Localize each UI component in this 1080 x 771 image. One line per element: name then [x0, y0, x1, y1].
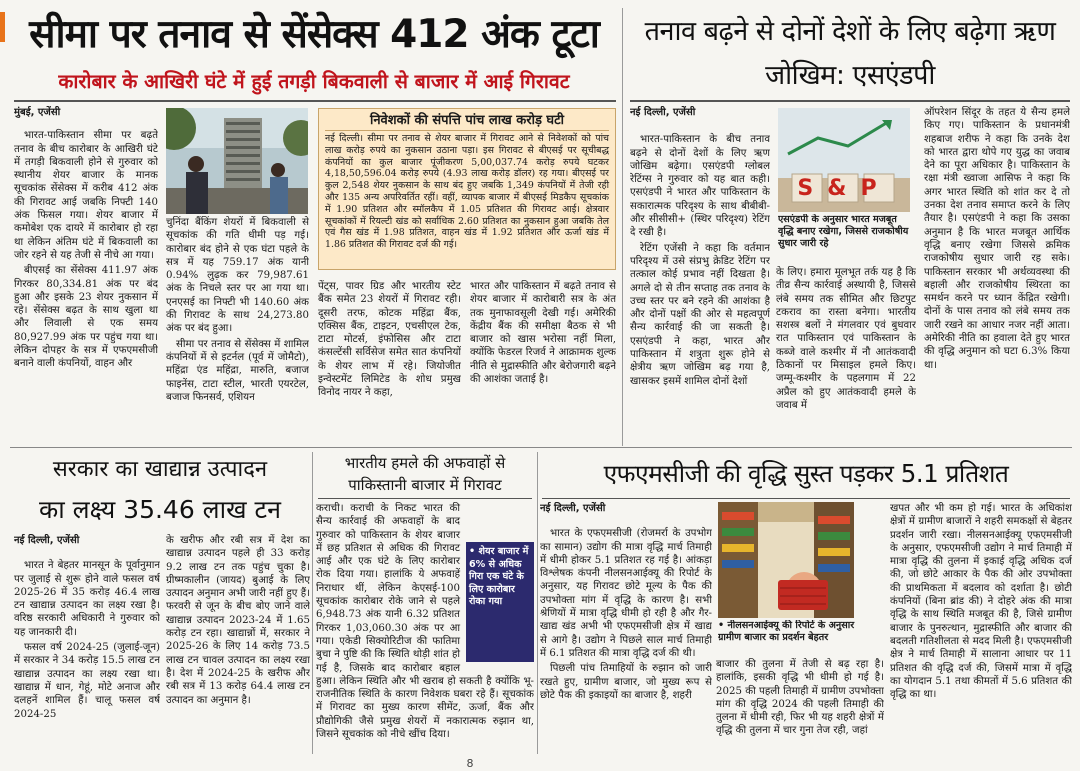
story1-column-4	[470, 280, 616, 444]
lower-divider-1	[312, 452, 313, 754]
investor-wealth-box	[318, 108, 616, 270]
story3-headline-line2: का लक्ष्य 35.46 लाख टन	[39, 495, 281, 524]
story1-column-2	[166, 216, 309, 444]
story1-para-3: चुनिंदा बैंकिंग शेयरों में बिकवाली से सूचकांक की गति धीमी पड़ गई। कारोबार बंद होने से एक घंटा पहले के सत्र में यह 759.17 अंक यानी 0.94% लुढ़क कर 79,987.61 अंक के निचले स्तर पर आ गया था। एनएसई का निफ्टी भी 140.60 अंक की गिरावट के साथ 24,273.80 अंक पर बंद हुआ।	[166, 217, 309, 335]
story5-para-3: बाजार की तुलना में तेजी से बढ़ रहा है। हालांकि, इसकी वृद्धि भी धीमी हो गई है। 2025 की पहली तिमाही में ग्रामीण उपभोक्ता मांग की वृद्धि 2024 की पहली तिमाही की तुलना में धीमी रही, फिर भी यह शहरी क्षेत्रों में वृद्धि की तुलना में चार गुना तेज रही, जहां	[716, 659, 884, 737]
story5-para-1: भारत के एफएमसीजी (रोजमर्रा के उपभोग का सामान) उद्योग की मात्रा वृद्धि मार्च तिमाही में धीमी होकर 5.1 प्रतिशत रह गई है। आंकड़ा विश्लेषक कंपनी नीलसनआईक्यू की रिपोर्ट के अनुसार, यह गिरावट छोटे मूल्य के पैक की उपभोक्ता मांग में वृद्धि के कारण है। सभी श्रेणियों में मात्रा वृद्धि धीमी हो रही है और गैर-खाद्य खंड अभी भी एफएमसीजी क्षेत्र में खाद्य से आगे है। उद्योग ने पिछले साल मार्च तिमाही में 6.1 प्रतिशत की मात्रा वृद्धि दर्ज की थी।	[540, 528, 712, 659]
story3-column-2	[166, 534, 310, 754]
story4-para-1: कराची। कराची के निकट भारत की सैन्य कार्रवाई की अफवाहों के बाद गुरुवार को पाकिस्तान के शेयर बाजार में छह प्रतिशत से अधिक की गिरावट आई और एक घंटे के लिए कारोबार रोक दिया गया। हालांकि ये अफवाहें निराधार थीं, लेकिन केएसई-100 सूचकांक कारोबार रोके जाने से पहले 6,948.73 अंक यानी 6.32 प्रतिशत गिरकर 1,03,060.30 अंक पर आ गया। एकेडी सिक्योरिटीज की फातिमा बुचा ने पुष्टि की कि स्थिति थोड़ी शांत हो गई है, जिसके बाद कारोबार बहाल हुआ। लेकिन स्थिति और भी खराब हो सकती है क्योंकि भू-राजनीतिक स्थिति के कारण निवेशक घबरा रहे हैं। सूचकांक में गिरावट का मुख्य कारण सीमेंट, ऊर्जा, बैंक और प्रौद्योगिकी जैसे प्रमुख शेयरों में नकारात्मक रुझान था, जिसने सूचकांक को नीचे खींच दिया।	[316, 503, 534, 741]
story1-subheadline: कारोबार के आखिरी घंटे में हुई तगड़ी बिकवाली से बाजार में आई गिरावट	[58, 70, 570, 93]
story3-headline-line1: सरकार का खाद्यान्न उत्पादन	[52, 457, 268, 482]
story4-pullquote: • शेयर बाजार में 6% से अधिक गिरा एक घंटे के लिए कारोबार रोका गया	[466, 542, 534, 662]
story3-para-2: फसल वर्ष 2024-25 (जुलाई-जून) में सरकार ने 34 करोड़ 15.5 लाख टन खाद्यान्न उत्पादन का लक्ष्य रखा था। खाद्यान्न में धान, गेहूं, मोटे अनाज और दलहनें शामिल हैं। चालू फसल वर्ष 2024-25	[14, 642, 160, 720]
story2-para-2: रेटिंग एजेंसी ने कहा कि वर्तमान परिदृश्य में उसे संप्रभु क्रेडिट रेटिंग पर तत्काल कोई प्रभाव नहीं दिखता है। अगले दो से तीन सप्ताह तक तनाव के उच्च स्तर पर बने रहने की आशंका है और दोनों पक्षों की ओर से महत्वपूर्ण सैन्य कार्रवाई की जा सकती है। एसएंडपी ने कहा, भारत और पाकिस्तान में शत्रुता शुरू होने से क्षेत्रीय ऋण जोखिम बढ़ गया है, खासकर इसमें शामिल दोनों देशों	[630, 242, 770, 387]
sp-photo-caption: एसएंडपी के अनुसार भारत मजबूत वृद्धि बनाए रखेगा, जिससे राजकोषीय सुधार जारी रहे	[778, 214, 909, 249]
story5-rule	[542, 498, 1070, 499]
story2-dateline: नई दिल्ली, एजेंसी	[630, 107, 696, 118]
story1-para-4: सीमा पर तनाव से सेंसेक्स में शामिल कंपनियों में से इटर्नल (पूर्व में जोमैटो), महिंद्रा एंड महिंद्रा, मारुति, बजाज फाइनेंस, टाटा स्टील, भारती एयरटेल, बजाज फिनसर्व, एशियन	[166, 338, 309, 403]
story1-para-6: भारत और पाकिस्तान में बढ़ते तनाव से शेयर बाजार में कारोबारी सत्र के अंत तक मुनाफावसूली देखी गई। अमेरिकी केंद्रीय बैंक की समीक्षा बैठक से भी बाजार को खास भरोसा नहीं मिला, क्योंकि फेडरल रिजर्व ने आक्रामक शुल्क नीति से मुद्रास्फीति और बेरोजगारी बढ़ने की आशंका जताई है।	[470, 281, 616, 386]
sp-logo-photo	[778, 108, 910, 212]
story5-column-2	[716, 658, 884, 754]
section-separator	[10, 447, 1072, 448]
investor-wealth-title: निवेशकों की संपत्ति पांच लाख करोड़ घटी	[325, 112, 609, 131]
edge-marker	[0, 12, 5, 42]
story2-para-3: के लिए। हमारा मूलभूत तर्क यह है कि तीव्र सैन्य कार्रवाई अस्थायी है, जिससे लंबे समय तक सीमित और छिटपुट टकराव का रास्ता बनेगा। भारतीय सशस्त्र बलों ने मंगलवार एवं बुधवार रात पाकिस्तान एवं पाकिस्तान के कब्जे वाले कश्मीर में नौ आतंकवादी ठिकानों पर मिसाइल हमले किए। जम्मू-कश्मीर के पहलगाम में 22 अप्रैल को हुए आतंकवादी हमले के जवाब में	[776, 267, 916, 411]
story4-headline-line1: भारतीय हमले की अफवाहों से	[344, 454, 506, 472]
story5-dateline: नई दिल्ली, एजेंसी	[540, 503, 606, 514]
story2-column-1	[630, 106, 770, 444]
story2-headline: तनाव बढ़ने से दोनों देशों के लिए बढ़ेगा ऋण जोखिम: एसएंडपी	[644, 16, 1056, 91]
story5-para-2: पिछली पांच तिमाहियों के रुझान को जारी रखते हुए, ग्रामीण बाजार, जो मुख्य रूप से छोटे पैक की इकाइयों का बाजार है, शहरी	[540, 663, 712, 701]
sensex-building-photo	[166, 108, 308, 214]
story5-column-1	[540, 502, 712, 754]
supermarket-photo	[718, 502, 854, 618]
supermarket-caption: • नीलसनआईक्यू की रिपोर्ट के अनुसार ग्रामीण बाजार का प्रदर्शन बेहतर	[718, 620, 855, 643]
investor-wealth-text: नई दिल्ली। सीमा पर तनाव से शेयर बाजार में गिरावट आने से निवेशकों को पांच लाख करोड़ रुपये का नुकसान उठाना पड़ा। इस गिरावट से बीएसई पर सूचीबद्ध कंपनियों का कुल बाजार पूंजीकरण 5,00,037.74 करोड़ रुपये घटकर 4,18,50,596.04 करोड़ रुपये (4.93 लाख करोड़ डॉलर) रह गया। बीएसई पर कुल 2,548 शेयर नुकसान के साथ बंद हुए जबकि 1,349 कंपनियों में तेजी रही और 135 अन्य अपरिवर्तित रहीं। वहीं, व्यापक बाजार में बीएसई मिडकैप सूचकांक में 1.90 प्रतिशत और स्मॉलकैप में 1.05 प्रतिशत की गिरावट आई। क्षेत्रवार सूचकांकों में रियल्टी खंड को सर्वाधिक 2.60 प्रतिशत का नुकसान हुआ जबकि तेल एवं गैस खंड में 1.98 प्रतिशत, वाहन खंड में 1.92 प्रतिशत और ऊर्जा खंड में 1.86 प्रतिशत की गिरावट दर्ज की गई।	[325, 133, 609, 251]
lower-divider-2	[537, 452, 538, 754]
sp-logo-text: S&P	[797, 176, 891, 201]
story4-column	[316, 502, 534, 754]
story4-rule	[318, 498, 532, 499]
story1-dateline: मुंबई, एजेंसी	[14, 107, 61, 118]
story3-para-1: भारत ने बेहतर मानसून के पूर्वानुमान पर जुलाई से शुरू होने वाले फसल वर्ष 2025-26 में 35 करोड़ 46.4 लाख टन खाद्यान्न उत्पादन का लक्ष्य रखा है। वरिष्ठ सरकारी अधिकारी ने गुरुवार को यह जानकारी दी।	[14, 560, 160, 638]
story3-column-1	[14, 534, 160, 754]
story2-column-3	[924, 106, 1070, 444]
story2-para-4: ऑपरेशन सिंदूर के तहत ये सैन्य हमले किए गए। पाकिस्तान के प्रधानमंत्री शहबाज शरीफ ने कहा कि उनके देश को भारत द्वारा थोपे गए युद्ध का जवाब देने का पूरा अधिकार है। पाकिस्तान के रक्षा मंत्री ख्वाजा आसिफ ने कहा कि अगर भारत स्थिति को शांत कर दे तो उनका देश तनाव समाप्त करने के लिए तैयार है। एसएंडपी ने कहा कि उसका अनुमान है कि भारत मजबूत आर्थिक वृद्धि बनाए रखेगा जिससे क्रमिक राजकोषीय सुधार जारी रह सके। पाकिस्तान सरकार भी अर्थव्यवस्था की बहाली और राजकोषीय स्थिरता का समर्थन करने पर ध्यान केंद्रित रखेगी। दोनों के पास तनाव को लंबे समय तक जारी रखने का आधार नजर नहीं आता। अमेरिकी नीति का हवाला देते हुए भारत की वृद्धि अनुमान को घटा 6.3% किया था।	[924, 107, 1070, 371]
story2-rule	[630, 100, 1070, 102]
page-marker: 8	[466, 757, 474, 770]
story3-para-3: के खरीफ और रबी सत्र में देश का खाद्यान्न उत्पादन पहले ही 33 करोड़ 9.2 लाख टन तक पहुंच चुका है। ग्रीष्मकालीन (जायद) बुआई के लिए उत्पादन अनुमान अभी जारी नहीं हुए हैं। फरवरी से जून के बीच बोए जाने वाले खाद्यान्न उत्पादन 2023-24 में 1.65 करोड़ टन रहा। खाद्यान्नों में, सरकार ने 2025-26 के लिए 14 करोड़ 73.5 लाख टन चावल उत्पादन का लक्ष्य रखा है। देश में 2024-25 के खरीफ और रबी सत्र में 13 करोड़ 64.4 लाख टन उत्पादन का अनुमान है।	[166, 535, 310, 706]
story2-column-2	[776, 266, 916, 444]
story1-para-2: बीएसई का सेंसेक्स 411.97 अंक गिरकर 80,334.81 अंक पर बंद हुआ और इसके 23 शेयर नुकसान में रहे। सेंसेक्स बढ़त के साथ खुला था और लिवाली से एक समय 80,927.99 अंक पर पहुंच गया था। लेकिन दोपहर के सत्र में एफएमसीजी बनाने वाली कंपनियों, वाहन और	[14, 265, 158, 370]
story3-dateline: नई दिल्ली, एजेंसी	[14, 535, 80, 546]
story5-para-4: खपत और भी कम हो गई। भारत के अधिकांश क्षेत्रों में ग्रामीण बाजारों ने शहरी समकक्षों से बेहतर प्रदर्शन जारी रखा। नीलसनआईक्यू एफएमसीजी के अनुसार, एफएमसीजी उद्योग ने मार्च तिमाही में मात्रा वृद्धि की तुलना में इकाई वृद्धि अधिक दर्ज की, जो छोटे आकार के पैक की ओर उपभोक्ता की प्राथमिकता में बदलाव को दर्शाता है। छोटी कंपनियों (बिना ब्रांड की) ने दोहरे अंक की मात्रा वृद्धि के साथ स्थिति मजबूत की है, जिसे ग्रामीण बाजार के पुनरुत्थान, मुद्रास्फीति और बाजार की बदलती गतिशीलता से मदद मिली है। एफएमसीजी क्षेत्र ने मार्च तिमाही में सालाना आधार पर 11 प्रतिशत की वृद्धि दर्ज की, जिसमें मात्रा में वृद्धि का योगदान 5.1 तथा कीमतों में 5.6 प्रतिशत की वृद्धि का था।	[890, 503, 1072, 701]
story1-para-1: भारत-पाकिस्तान सीमा पर बढ़ते तनाव के बीच कारोबार के आखिरी घंटे में तगड़ी बिकवाली होने से गुरुवार को स्थानीय शेयर बाजार के मानक सूचकांक सेंसेक्स में करीब 412 अंक की गिरावट आई जबकि निफ्टी 140 अंक फिसल गया। शेयर बाजार में कमोबेश एक दायरे में कारोबार हो रहा था लेकिन अंतिम घंटे में बिकवाली का जोर रहने से यह तेजी से नीचे आ गया।	[14, 130, 158, 261]
story1-para-5: पेंट्स, पावर ग्रिड और भारतीय स्टेट बैंक समेत 23 शेयरों में गिरावट रही। दूसरी तरफ, कोटक महिंद्रा बैंक, एक्सिस बैंक, टाइटन, एचसीएल टेक, टाटा मोटर्स, इंफोसिस और टाटा कंसल्टेंसी सर्विसेज समेत सात कंपनियों के शेयर लाभ में रहे। जियोजीत इन्वेस्टमेंट लिमिटेड के शोध प्रमुख विनोद नायर ने कहा,	[318, 281, 461, 399]
story4-headline-line2: पाकिस्तानी बाजार में गिरावट	[348, 476, 502, 494]
story1-column-1	[14, 106, 158, 444]
story1-headline: सीमा पर तनाव से सेंसेक्स 412 अंक टूटा	[29, 12, 599, 57]
story2-para-1: भारत-पाकिस्तान के बीच तनाव बढ़ने से दोनों देशों के लिए ऋण जोखिम बढ़ेगा। एसएंडपी ग्लोबल रेटिंग्स ने गुरुवार को यह बात कही। एसएंडपी ने भारत और पाकिस्तान के सकारात्मक परिदृश्य के साथ बीबीबी- और सीसीसी+ (स्थिर परिदृश्य) रेटिंग दे रखी है।	[630, 134, 770, 239]
story1-column-3	[318, 280, 461, 444]
story5-headline: एफएमसीजी की वृद्धि सुस्त पड़कर 5.1 प्रतिशत	[603, 459, 1009, 488]
column-divider	[622, 8, 623, 446]
story1-rule	[14, 100, 616, 102]
story5-column-3	[890, 502, 1072, 754]
